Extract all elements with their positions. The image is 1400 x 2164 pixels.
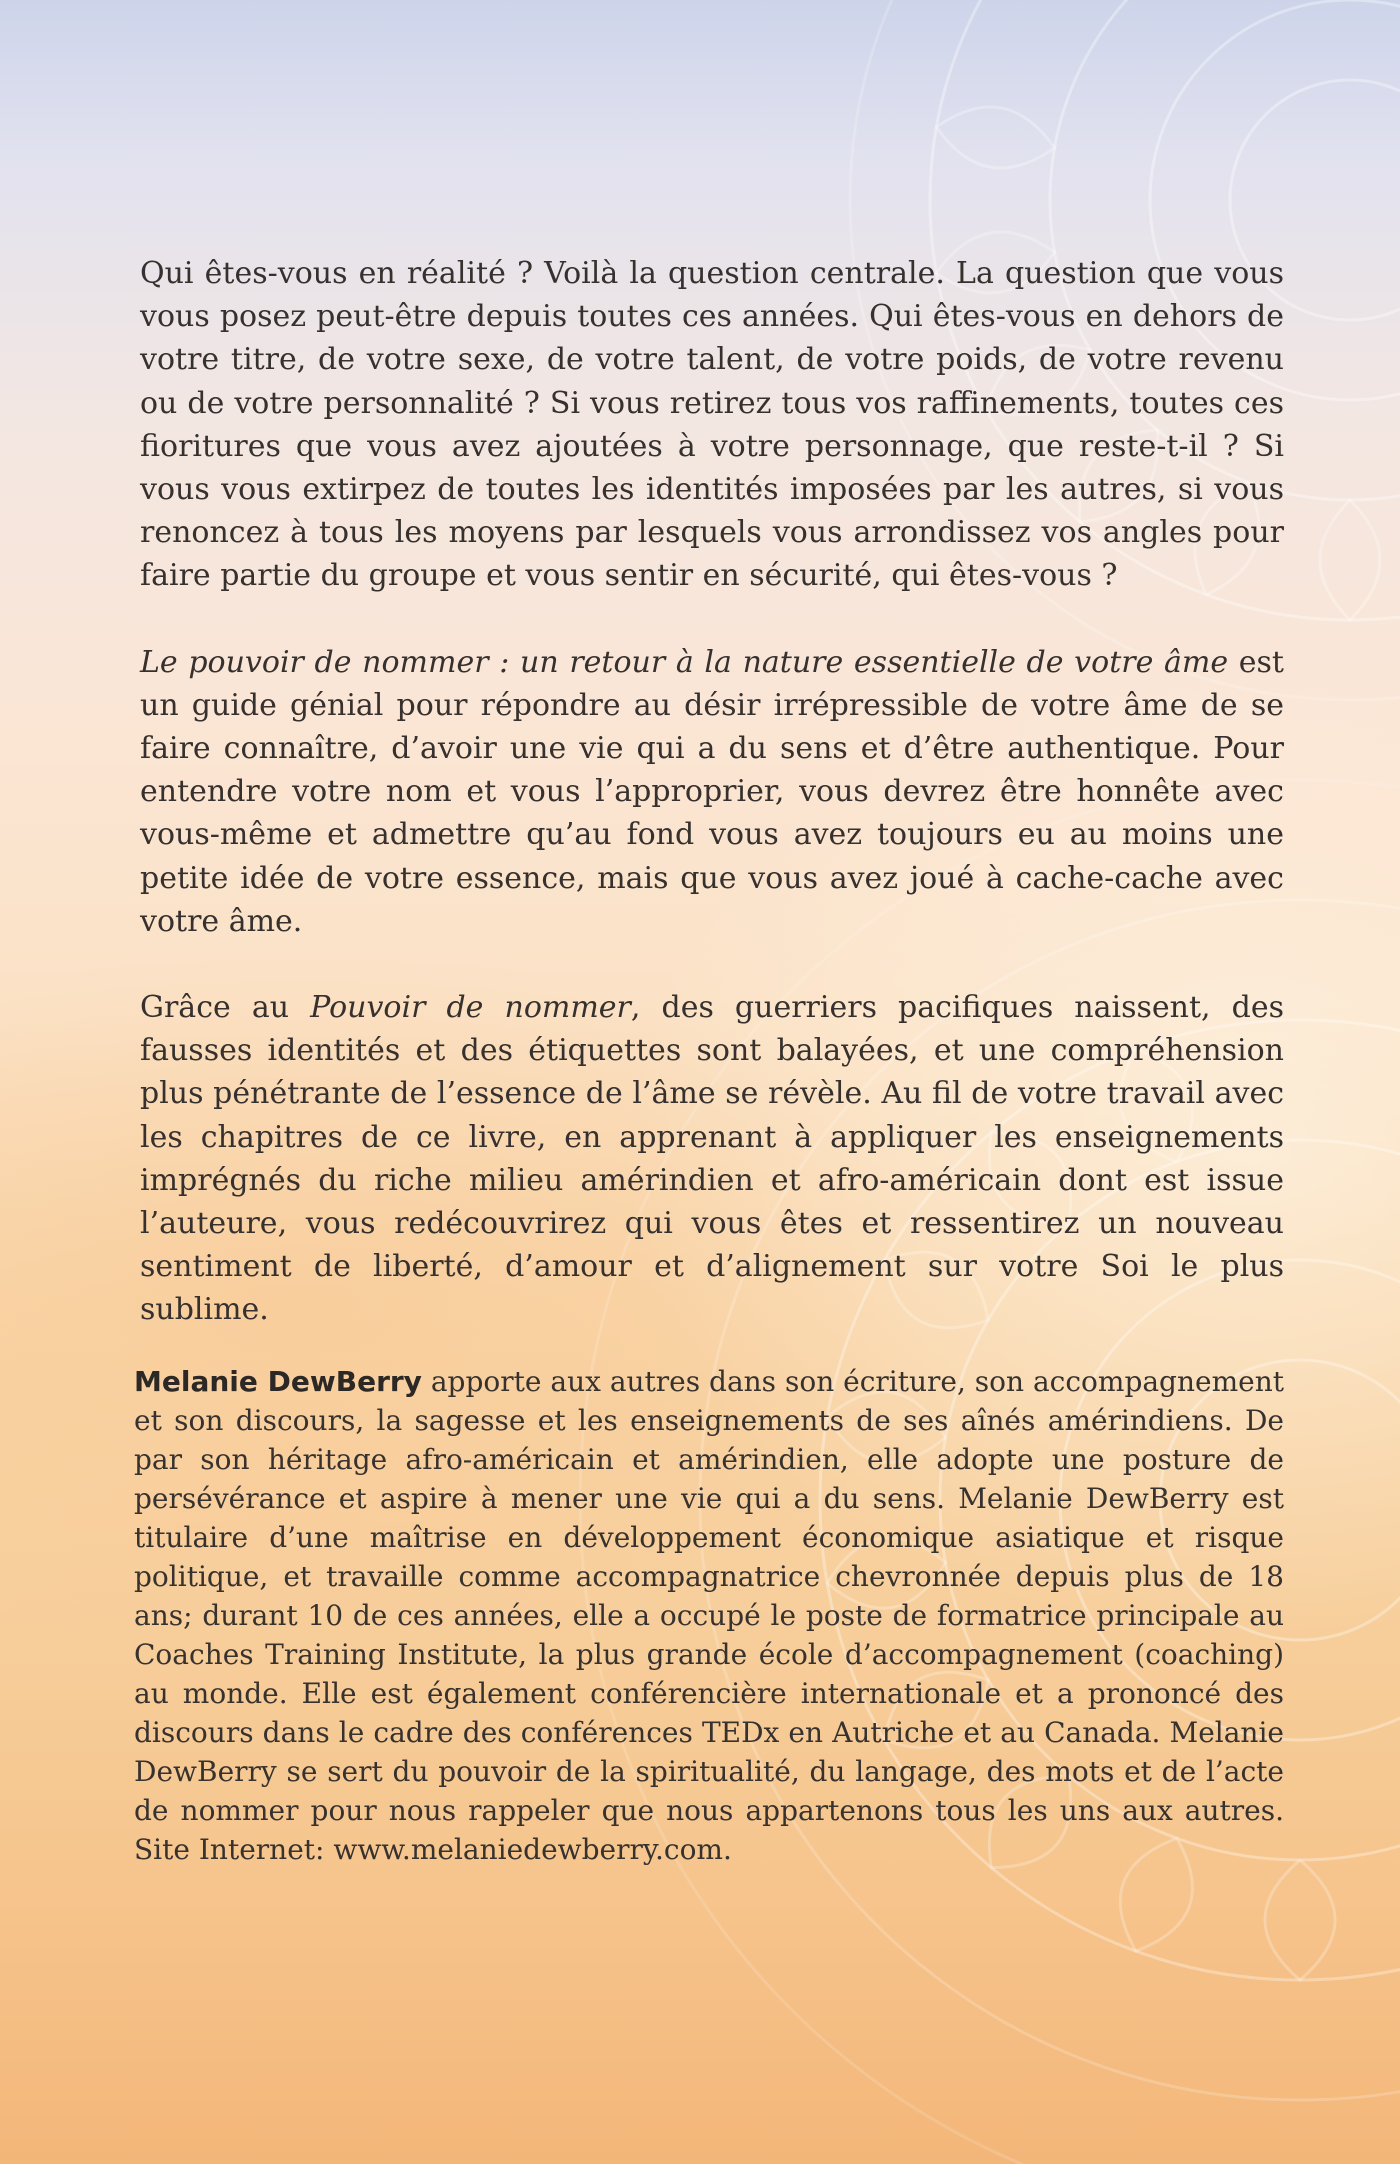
benefits-text: , des guerriers pacifiques naissent, des fausses identités et des étiquettes sont balayées, et une compréhension plus pénétrante de l’essence de l’âme se révèle. Au fil de votre travail avec les chapitres de ce livre, en apprenant à appliquer les enseignements imprégnés du riche milieu amérindien et afro-américain dont est issue l’auteure, vous redécouvrirez qui vous êtes et ressentirez un nouveau sentiment de liberté, d’amour et d’alignement sur votre Soi le plus sublime. (140, 990, 1284, 1328)
paragraph-spacer (140, 943, 1284, 986)
intro-paragraph (140, 252, 1284, 598)
book-title-italic: Le pouvoir de nommer : un retour à la nature essentielle de votre âme (140, 644, 1229, 680)
benefits-lead-text: Grâce au (140, 990, 311, 1026)
book-title-short-italic: Pouvoir de nommer (310, 990, 631, 1026)
author-bio-text: apporte aux autres dans son écriture, son accompagnement et son discours, la sagesse et les enseignements de ses aînés amérindiens. De par son héritage afro-américain et amérindien, elle adopte une posture de persévérance et aspire à mener une vie qui a du sens. Melanie DewBerry est titulaire d’une maîtrise en développement économique asiatique et risque politique, et travaille comme accompagnatrice chevronnée depuis plus de 18 ans; durant 10 de ces années, elle a occupé le poste de formatrice principale au Coaches Training Institute, la plus grande école d’accompagnement (coaching) au monde. Elle est également conférencière internationale et a prononcé des discours dans le cadre des conférences TEDx en Autriche et au Canada. Melanie DewBerry se sert du pouvoir de la spiritualité, du langage, des mots et de l’acte de nommer pour nous rappeler que nous appartenons tous les uns aux autres. Site Internet: www.melaniedewberry.com. (134, 1365, 1284, 1866)
author-name: Melanie DewBerry (134, 1365, 422, 1398)
paragraph-spacer (140, 598, 1284, 641)
benefits-paragraph (140, 986, 1284, 1332)
description-text-block (140, 252, 1284, 1332)
book-summary-text: est un guide génial pour répondre au désir irrépressible de votre âme de se faire connaître, d’avoir une vie qui a du sens et d’être authentique. Pour entendre votre nom et vous l’approprier, vous devrez être honnête avec vous-même et admettre qu’au fond vous avez toujours eu au moins une petite idée de votre essence, mais que vous avez joué à cache-cache avec votre âme. (140, 644, 1284, 939)
intro-paragraph-text: Qui êtes-vous en réalité ? Voilà la question centrale. La question que vous vous posez peut-être depuis toutes ces années. Qui êtes-vous en dehors de votre titre, de votre sexe, de votre talent, de votre poids, de votre revenu ou de votre personnalité ? Si vous retirez tous vos raffinements, toutes ces fioritures que vous avez ajoutées à votre personnage, que reste-t-il ? Si vous vous extirpez de toutes les identités imposées par les autres, si vous renoncez à tous les moyens par lesquels vous arrondissez vos angles pour faire partie du groupe et vous sentir en sécurité, qui êtes-vous ? (140, 256, 1284, 594)
author-bio-paragraph (134, 1362, 1284, 1869)
book-summary-paragraph (140, 641, 1284, 943)
